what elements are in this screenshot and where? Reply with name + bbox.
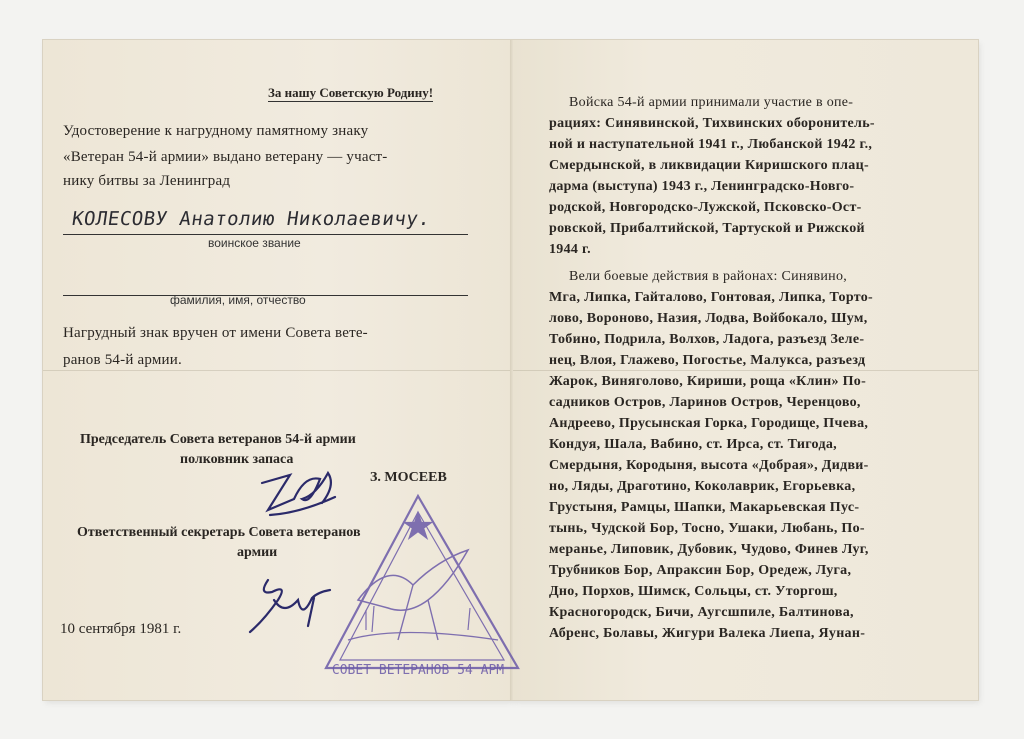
chairman-name: З. МОСЕЕВ	[370, 470, 447, 485]
right-text-line: но, Ляды, Драготино, Коколаврик, Егорьевка,	[549, 479, 856, 494]
right-text-line: Трубников Бор, Апраксин Бор, Оредеж, Луга,	[549, 563, 852, 578]
chairman-rank: полковник запаса	[180, 452, 294, 467]
issue-date: 10 сентября 1981 г.	[60, 621, 182, 637]
fold-line	[512, 370, 978, 371]
certificate-line: Удостоверение к нагрудному памятному знаку	[63, 123, 369, 139]
award-line: Нагрудный знак вручен от имени Совета вете-	[63, 325, 368, 341]
fio-label: фамилия, имя, отчество	[170, 293, 306, 307]
secretary-title: Ответственный секретарь Совета ветеранов	[77, 525, 361, 540]
chairman-title: Председатель Совета ветеранов 54-й армии	[80, 432, 356, 447]
veterans-stamp	[318, 490, 528, 680]
award-line: ранов 54-й армии.	[63, 352, 182, 368]
secretary-title-2: армии	[237, 545, 278, 560]
right-text-line: Смердынской, в ликвидации Киришского плац-	[549, 158, 869, 173]
right-text-line: ной и наступательной 1941 г., Любанской 1942 г.,	[549, 137, 873, 152]
right-text-line: Мга, Липка, Гайталово, Гонтовая, Липка, Торто-	[549, 290, 873, 305]
right-text-line: нец, Влоя, Глажево, Погостье, Малукса, разъезд	[549, 353, 866, 368]
right-text-line: Жарок, Виняголово, Кириши, роща «Клин» По-	[549, 374, 867, 389]
certificate-line: нику битвы за Ленинград	[63, 173, 231, 189]
rank-label: воинское звание	[208, 236, 301, 250]
right-text-line: 1944 г.	[549, 242, 591, 257]
right-text-line: Дно, Порхов, Шимск, Сольцы, ст. Уторгош,	[549, 584, 838, 599]
right-text-line: родской, Новгородско-Лужской, Псковско-Ост-	[549, 200, 862, 215]
right-text-line: лово, Вороново, Назия, Лодва, Войбокало, Шум,	[549, 311, 868, 326]
recipient-name: КОЛЕСОВУ Анатолию Николаевичу.	[70, 208, 432, 230]
right-text-line: меранье, Липовик, Дубовик, Чудово, Финев Луг,	[549, 542, 869, 557]
right-text-line: Тобино, Подрила, Волхов, Ладога, разъезд Зеле-	[549, 332, 865, 347]
stamp-text: СОВЕТ ВЕТЕРАНОВ 54 АРМ	[331, 663, 505, 678]
right-text-line: ровской, Прибалтийской, Тартуской и Рижской	[549, 221, 865, 236]
fold-line	[43, 370, 512, 371]
certificate-line: «Ветеран 54-й армии» выдано ветерану — участ-	[63, 149, 388, 165]
right-text-line: Абренс, Болавы, Жигури Валека Лиепа, Яунан-	[549, 626, 866, 641]
right-text-line: Вели боевые действия в районах: Синявино,	[569, 269, 848, 284]
right-text-line: дарма (выступа) 1943 г., Ленинградско-Новго-	[549, 179, 855, 194]
right-text-line: Смердыня, Кородыня, высота «Добрая», Дидви-	[549, 458, 869, 473]
right-text-line: Андреево, Прусынская Горка, Городище, Пчева,	[549, 416, 869, 431]
right-text-line: рациях: Синявинской, Тихвинских оборонитель-	[549, 116, 875, 131]
right-text-line: Войска 54-й армии принимали участие в опе-	[569, 95, 854, 110]
right-text-line: тынь, Чудской Бор, Тосно, Ушаки, Любань, По-	[549, 521, 865, 536]
right-text-line: садников Остров, Ларинов Остров, Черенцово,	[549, 395, 861, 410]
right-text-line: Кондуя, Шала, Вабино, ст. Ирса, ст. Тигода,	[549, 437, 837, 452]
name-underline	[63, 234, 468, 235]
motto: За нашу Советскую Родину!	[268, 85, 434, 100]
right-text-line: Грустыня, Рамцы, Шапки, Макарьевская Пус-	[549, 500, 860, 515]
right-text-line: Красногородск, Бичи, Аугсшпиле, Балтинова,	[549, 605, 854, 620]
